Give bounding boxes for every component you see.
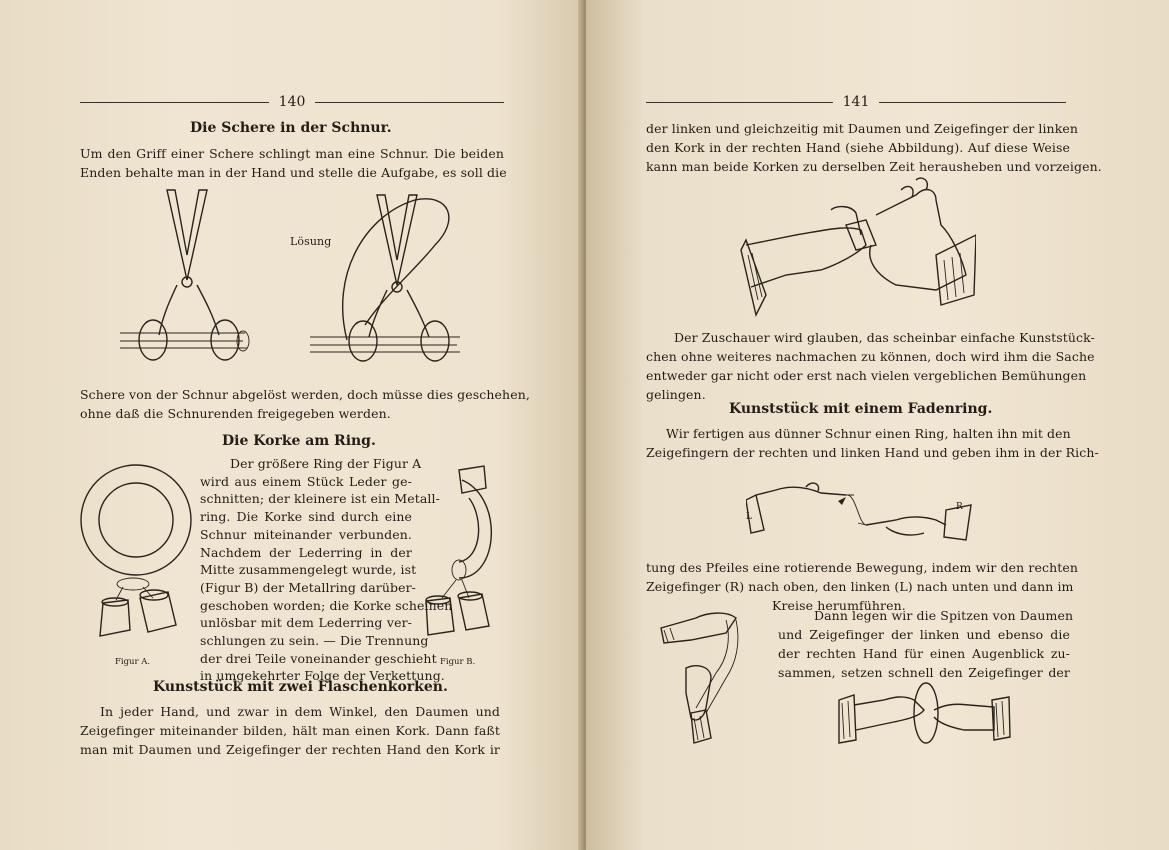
text-line: der drei Teile voneinander geschieht [200,650,437,666]
text-line: Wir fertigen aus dünner Schnur einen Ring, halten ihn mit den [666,426,1071,441]
two-corks-body [80,702,500,759]
text-line: tung des Pfeiles eine rotierende Bewegung, indem wir den rechten [646,560,1079,575]
scissors-outro [80,385,530,423]
section-title-thread-ring: Kunststück mit einem Fadenring. [729,401,993,417]
thread-ring-middle [646,558,1079,596]
text-line: schnitten; der kleinere ist ein Metall- [200,491,440,507]
text-line: der rechten Hand für einen Augenblick zu- [778,646,1070,661]
text-line: (Figur B) der Metallring darüber- [200,579,416,595]
corks-ring-body [200,455,453,685]
page-header-right [646,92,1066,112]
right-page [586,0,1169,850]
continuation-text [646,119,1102,176]
text-line: Um den Griff einer Schere schlingt man eine Schnur. Die beiden [80,146,504,161]
text-line: Mitte zusammengelegt wurde, ist [200,562,417,578]
text-line: Zeigefinger (R) nach oben, den linken (L) nach unten und dann im [646,579,1074,594]
text-line: gelingen. [646,387,706,402]
thread-ring-illustration [746,475,976,545]
text-line: schlungen zu sein. — Die Trennung [200,633,429,649]
text-line: geschoben worden; die Korke scheinen [200,597,453,613]
text-line: der linken und gleichzeitig mit Daumen und Zeigefinger der linken [646,121,1079,136]
solution-label: Lösung [290,235,332,248]
page-number-left: 140 [278,94,306,110]
text-line: Dann legen wir die Spitzen von Daumen [814,608,1074,623]
text-line: wird aus einem Stück Leder ge- [200,473,412,489]
text-line: Nachdem der Lederring in der [200,544,412,560]
text-line: entweder gar nicht oder erst nach vielen vergeblichen Bemühungen [646,368,1087,383]
page-header-left [80,92,504,112]
text-line: Der größere Ring der Figur A [230,456,422,471]
text-line: Zeigefingern der rechten und linken Hand und geben ihm in der Rich- [646,445,1099,460]
scissors-intro [80,144,507,182]
joined-hands-illustration [834,675,1014,755]
thread-ring-final [778,606,1074,682]
text-line: Enden behalte man in der Hand und stelle die Aufgabe, es soll die [80,165,507,180]
text-line: kann man beide Korken zu derselben Zeit herausheben und vorzeigen. [646,159,1102,174]
page-number-right: 141 [842,94,870,110]
text-line: Schere von der Schnur abgelöst werden, doch müsse dies geschehen, [80,387,530,402]
scissors-illustration [115,185,475,370]
hands-corks-illustration [736,175,976,325]
figure-b-illustration [414,458,504,658]
text-line: ohne daß die Schnurenden freigegeben werden. [80,406,391,421]
figure-a-illustration [78,460,203,660]
thread-ring-middle-end: Kreise herumführen. [772,598,906,613]
text-line: in umgekehrter Folge der Verkettung. [200,668,445,684]
figure-a-caption: Figur A. [115,657,151,667]
label-r: R [956,502,963,512]
text-line: und Zeigefinger der linken und ebenso die [778,627,1070,642]
text-line: Schnur miteinander verbunden. [200,526,412,542]
text-line: chen ohne weiteres nachmachen zu können, doch wird ihm die Sache [646,349,1095,364]
figure-b-caption: Figur B. [440,657,476,667]
text-line: Zeigefinger miteinander bilden, hält man einen Kork. Dann faßt [80,723,500,738]
text-line: den Kork in der rechten Hand (siehe Abbildung). Auf diese Weise [646,140,1070,155]
text-line: ring. Die Korke sind durch eine [200,509,412,525]
thread-ring-intro [646,424,1099,462]
section-title-two-corks: Kunststück mit zwei Flaschenkorken. [153,679,448,695]
text-line: man mit Daumen und Zeigefinger der rechten Hand den Kork ir [80,742,500,757]
rotating-ring-illustration [656,598,776,748]
section-title-corks-ring: Die Korke am Ring. [222,433,376,449]
section-title-scissors: Die Schere in der Schnur. [190,120,392,136]
text-line: In jeder Hand, und zwar in dem Winkel, den Daumen und [100,704,500,719]
paragraph-2 [646,328,1095,404]
text-line: Der Zuschauer wird glauben, das scheinbar einfache Kunststück- [674,330,1095,345]
text-line: sammen, setzen schnell den Zeigefinger der [778,665,1070,680]
left-page [0,0,584,850]
text-line: unlösbar mit dem Lederring ver- [200,615,412,631]
label-l: L [746,512,752,522]
